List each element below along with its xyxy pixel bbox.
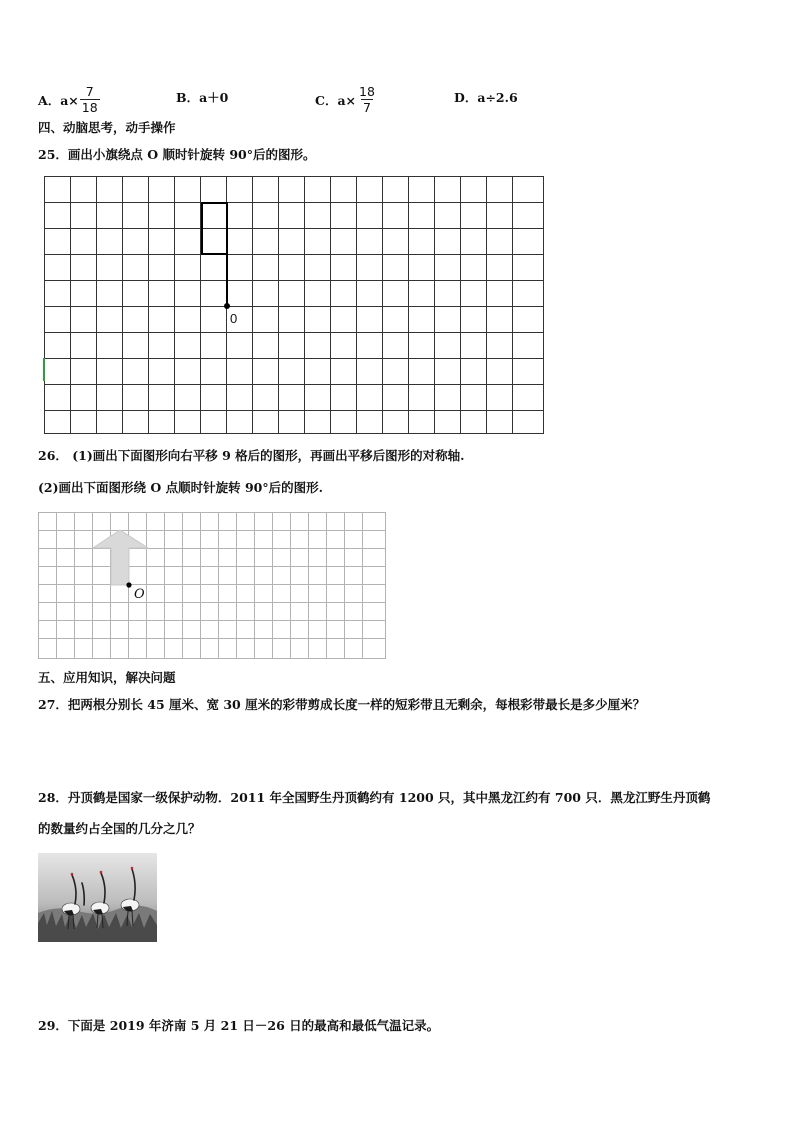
q25-point-o (224, 303, 230, 309)
q25-grid-figure (40, 175, 546, 437)
q26-point-o (126, 582, 131, 587)
section-4-title: 四、动脑思考，动手操作 (38, 120, 176, 135)
question-28-line-2: 的数量约占全国的几分之几？ (38, 821, 201, 836)
option-c (315, 84, 377, 115)
option-c-fraction (357, 84, 377, 115)
option-b-label: B．a＋0 (176, 90, 229, 105)
question-27-text: 27．把两根分别长 45 厘米、宽 30 厘米的彩带剪成长度一样的短彩带且无剩余，每根彩带最长是多少厘米？ (38, 697, 646, 712)
option-c-label: C．a× (315, 92, 357, 108)
q26-arrow-shape (93, 530, 148, 585)
question-25-text: 25．画出小旗绕点 O 顺时针旋转 90°后的图形。 (38, 147, 316, 162)
question-26-part-2: (2)画出下面图形绕 O 点顺时针旋转 90°后的图形. (38, 480, 323, 495)
option-a (38, 84, 100, 115)
option-d (454, 88, 518, 106)
option-a-label: A．a× (38, 92, 79, 108)
q25-grid-lines (44, 176, 544, 434)
q26-grid-figure (37, 511, 389, 661)
section-5-title: 五、应用知识，解决问题 (38, 670, 176, 685)
question-26-part-1: 26． (1)画出下面图形向右平移 9 格后的图形，再画出平移后图形的对称轴. (38, 448, 465, 463)
q25-flag-shape (202, 203, 227, 306)
question-29-text: 29．下面是 2019 年济南 5 月 21 日－26 日的最高和最低气温记录。 (38, 1018, 440, 1033)
crane-photo (38, 853, 157, 942)
q26-grid-lines (38, 512, 386, 659)
option-c-numerator: 18 (359, 84, 375, 99)
question-28-line-1: 28．丹顶鹤是国家一级保护动物．2011 年全国野生丹顶鹤约有 1200 只，其中黑龙江约有 700 只．黑龙江野生丹顶鹤 (38, 790, 711, 805)
option-a-numerator: 7 (85, 84, 94, 99)
q26-point-o-label: O (134, 587, 145, 602)
option-c-denominator: 7 (363, 100, 371, 115)
q25-point-o-label: 0 (230, 311, 238, 326)
option-b (176, 88, 228, 106)
option-a-denominator: 18 (81, 100, 98, 115)
option-a-fraction (80, 84, 100, 115)
option-d-label: D．a÷2.6 (454, 90, 518, 105)
